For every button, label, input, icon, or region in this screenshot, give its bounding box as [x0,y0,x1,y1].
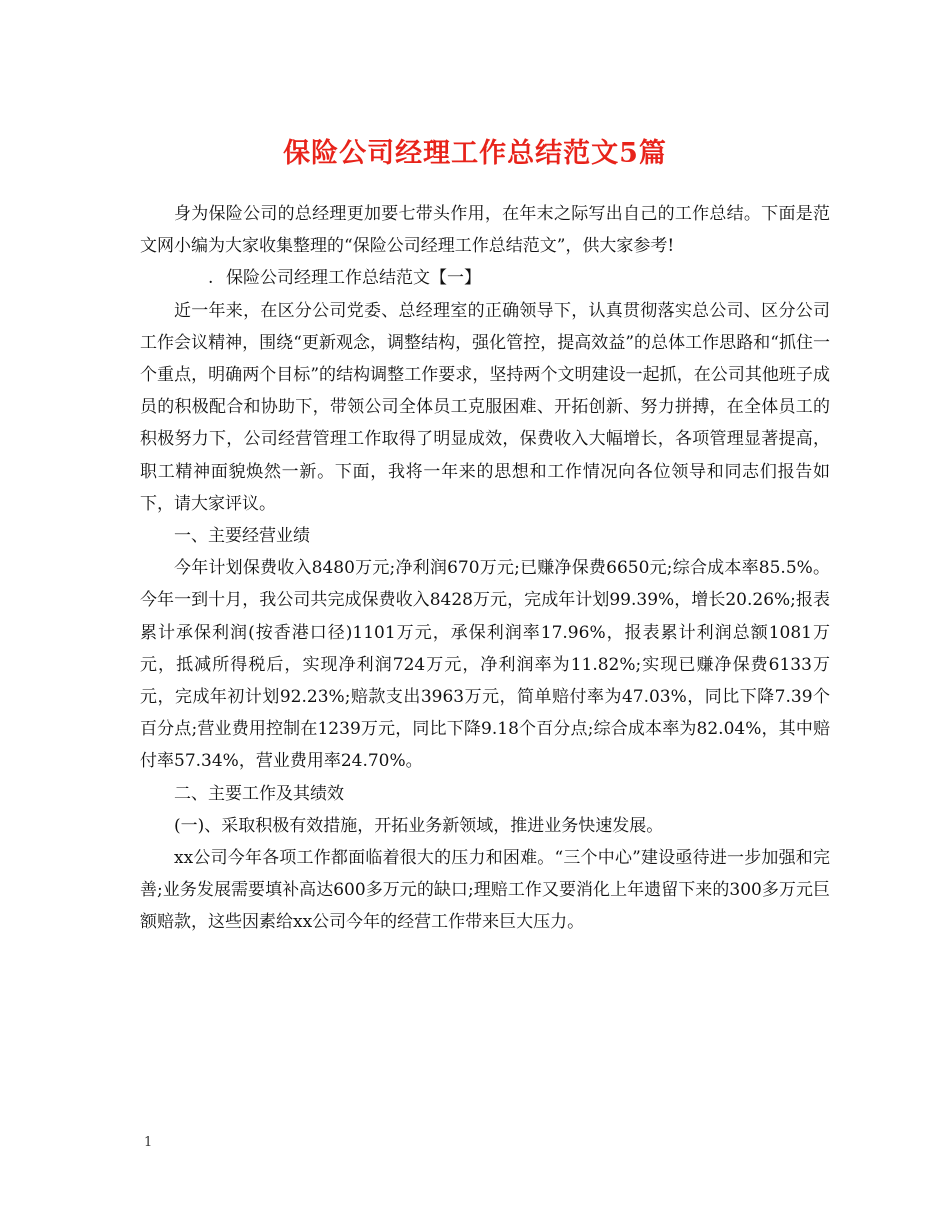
heading-dot: . [208,268,214,289]
document-title: 保险公司经理工作总结范文5篇 [283,138,667,169]
page-number: 1 [144,1135,153,1150]
pressure-paragraph: xx公司今年各项工作都面临着很大的压力和困难。“三个中心”建设亟待进一步加强和完善;业务发展需要填补高达600多万元的缺口;理赔工作又要消化上年遗留下来的300多万元巨额赔款，这些因素给xx公司今年的经营工作带来巨大压力。 [140,848,830,933]
intro-paragraph: 身为保险公司的总经理更加要七带头作用，在年末之际写出自己的工作总结。下面是范文网小编为大家收集整理的“保险公司经理工作总结范文”，供大家参考! [140,204,830,257]
document-body [140,198,830,939]
subsection-heading-1: (一)、采取积极有效措施，开拓业务新领域，推进业务快速发展。 [174,815,664,836]
section-heading-1: 一、主要经营业绩 [174,526,310,547]
article-heading-line [140,262,830,294]
section-heading-2: 二、主要工作及其绩效 [174,783,344,804]
article-heading: 保险公司经理工作总结范文【一】 [226,268,481,289]
performance-paragraph: 今年计划保费收入8480万元;净利润670万元;已赚净保费6650元;综合成本率85.5%。 今年一到十月，我公司共完成保费收入8428万元，完成年计划99.39%，增长20.26%;报表累计承保利润(按香港口径)1101万元，承保利润率17.96%，报表累计利润总额1081万元，抵减所得税后，实现净利润724万元，净利润率为11.82%;实现已赚净保费6133万元，完成年初计划92.23%;赔款支出3963万元，简单赔付率为47.03%，同比下降7.39个百分点;营业费用控制在1239万元，同比下降9.18个百分点;综合成本率为82.04%，其中赔付率57.34%，营业费用率24.70%。 [140,558,830,772]
overview-paragraph: 近一年来，在区分公司党委、总经理室的正确领导下，认真贯彻落实总公司、区分公司工作会议精神，围绕“更新观念，调整结构，强化管控，提高效益”的总体工作思路和“抓住一个重点，明确两个目标”的结构调整工作要求，坚持两个文明建设一起抓，在公司其他班子成员的积极配合和协助下，带领公司全体员工克服困难、开拓创新、努力拼搏，在全体员工的积极努力下，公司经营管理工作取得了明显成效，保费收入大幅增长，各项管理显著提高，职工精神面貌焕然一新。下面，我将一年来的思想和工作情况向各位领导和同志们报告如下，请大家评议。 [140,300,830,514]
